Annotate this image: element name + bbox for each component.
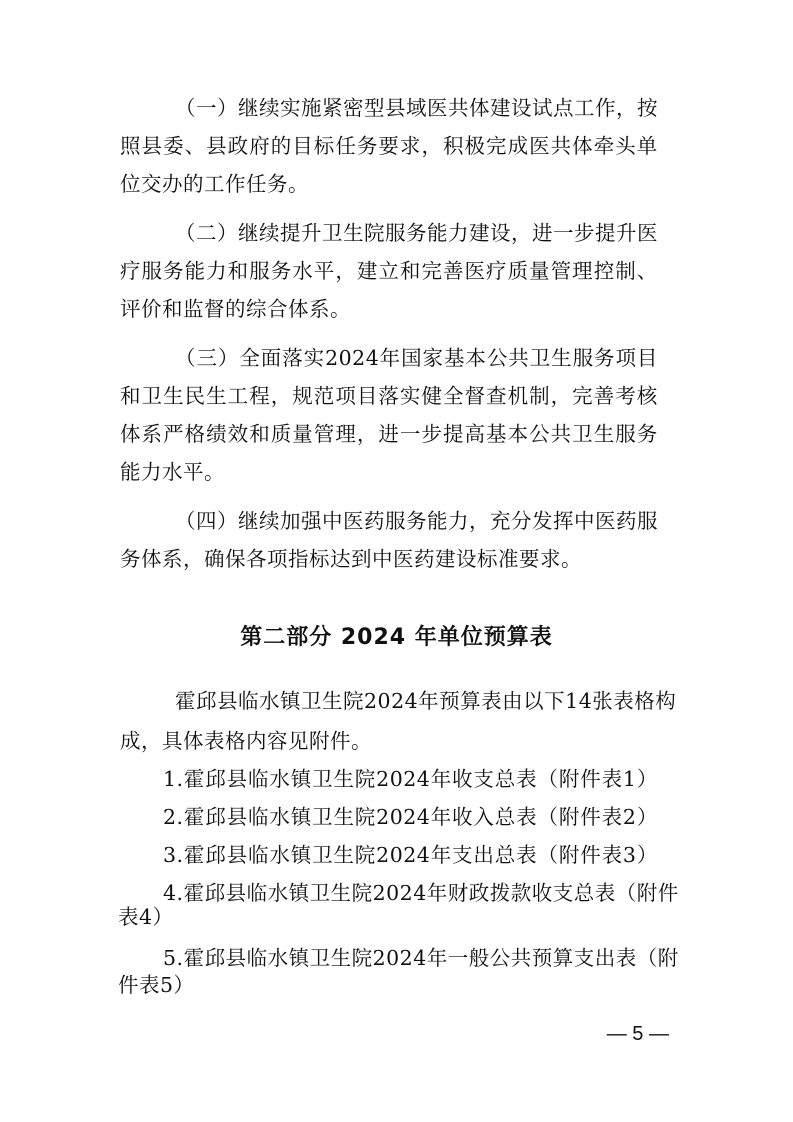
page-number: — 5 — — [606, 1023, 669, 1045]
list-item-3: 3. 霍 邱 县 临 水 镇 卫 生 院 2024 年 支 出 总 表 （ 附 件 表 3 ） — [163, 843, 658, 867]
intro-line-2: 成，具体表格内容见附件。 — [120, 729, 372, 753]
list-item-5-line-2: 件表5） — [118, 973, 195, 997]
paragraph-3-line-4: 能力水平。 — [120, 460, 225, 484]
paragraph-3-line-3: 体 系 严 格 绩 效 和 质 量 管 理 ， 进 一 步 提 高 基 本 公 共 卫 生 服 务 — [120, 422, 658, 446]
list-item-4-line-2: 表4） — [118, 905, 174, 929]
section-heading: 第二部分 2024 年单位预算表 — [240, 625, 553, 650]
list-item-5-line-1: 5. 霍 邱 县 临 水 镇 卫 生 院 2024 年 一 般 公 共 预 算 支 出 表 （ 附 — [163, 946, 679, 970]
paragraph-2-line-2: 疗 服 务 能 力 和 服 务 水 平 ， 建 立 和 完 善 医 疗 质 量 管 理 控 制 、 — [120, 259, 658, 283]
paragraph-2-line-1: （ 二 ） 继 续 提 升 卫 生 院 服 务 能 力 建 设 ， 进 一 步 提 升 医 — [175, 221, 658, 245]
paragraph-4-line-1: （ 四 ） 继 续 加 强 中 医 药 服 务 能 力 ， 充 分 发 挥 中 医 药 服 — [175, 509, 658, 533]
list-item-2: 2. 霍 邱 县 临 水 镇 卫 生 院 2024 年 收 入 总 表 （ 附 件 表 2 ） — [163, 805, 658, 829]
paragraph-3-line-2: 和 卫 生 民 生 工 程 ， 规 范 项 目 落 实 健 全 督 查 机 制 ， 完 善 考 核 — [120, 384, 658, 408]
intro-line-1: 霍 邱 县 临 水 镇 卫 生 院 2024 年 预 算 表 由 以 下 14 张 表 格 构 — [175, 689, 677, 713]
list-item-1: 1. 霍 邱 县 临 水 镇 卫 生 院 2024 年 收 支 总 表 （ 附 件 表 1 ） — [163, 767, 658, 791]
paragraph-3-line-1: （ 三 ） 全 面 落 实 2024 年 国 家 基 本 公 共 卫 生 服 务 项 目 — [175, 346, 658, 370]
paragraph-1-line-2: 照 县 委 、 县 政 府 的 目 标 任 务 要 求 ， 积 极 完 成 医 共 体 牵 头 单 — [120, 134, 658, 158]
paragraph-1-line-3: 位交办的工作任务。 — [120, 172, 309, 196]
list-item-4-line-1: 4. 霍 邱 县 临 水 镇 卫 生 院 2024 年 财 政 拨 款 收 支 总 表 （ 附 件 — [163, 881, 679, 905]
paragraph-4-line-2: 务体系，确保各项指标达到中医药建设标准要求。 — [120, 547, 582, 571]
paragraph-1-line-1: （ 一 ） 继 续 实 施 紧 密 型 县 域 医 共 体 建 设 试 点 工 作 ， 按 — [175, 96, 658, 120]
paragraph-2-line-3: 评价和监督的综合体系。 — [120, 297, 351, 321]
